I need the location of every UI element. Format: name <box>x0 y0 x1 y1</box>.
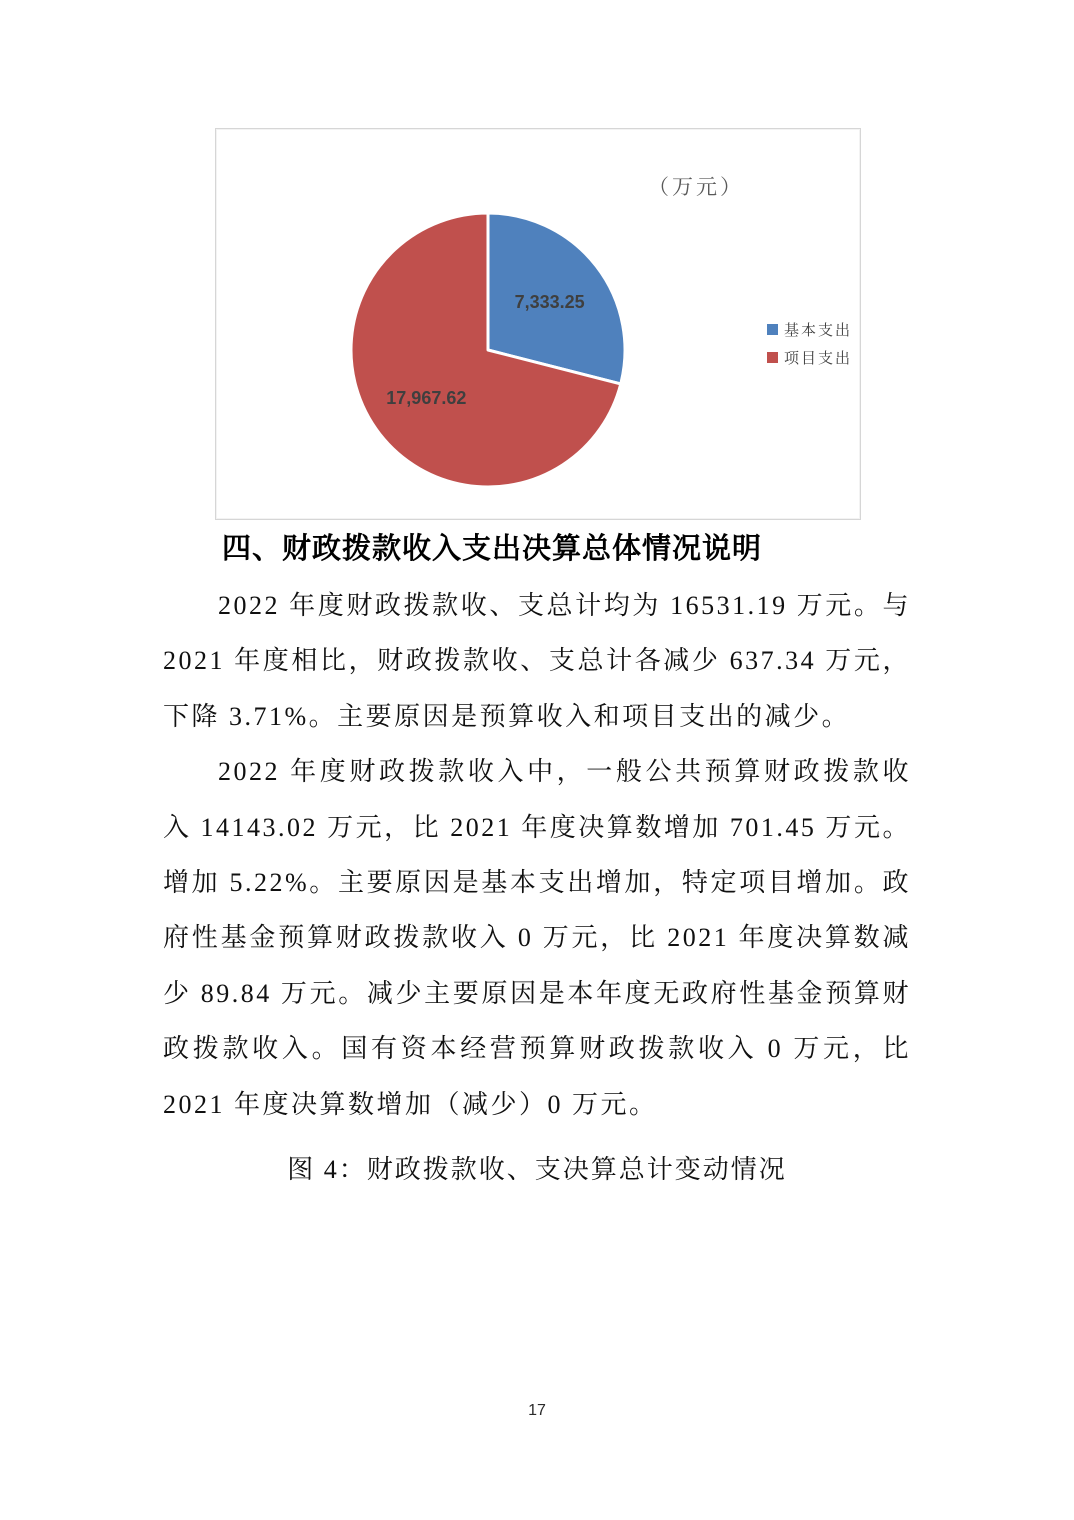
chart-legend <box>767 319 852 368</box>
body-paragraph-2: 2022 年度财政拨款收入中，一般公共预算财政拨款收入 14143.02 万元，比 2021 年度决算数增加 701.45 万元。增加 5.22%。主要原因是基本支出增加，特定项目增加。政府性基金预算财政拨款收入 0 万元，比 2021 年度决算数减少 89.84 万元。减少主要原因是本年度无政府性基金预算财政拨款收入。国有资本经营预算财政拨款收入 0 万元，比 2021 年度决算数增加（减少）0 万元。 <box>163 757 911 1119</box>
pie-chart-panel <box>215 128 861 520</box>
chart-unit-label: （万元） <box>648 175 744 199</box>
legend-item-project <box>767 347 852 368</box>
legend-item-basic <box>767 319 852 340</box>
body-text <box>163 578 911 1132</box>
legend-label: 项目支出 <box>784 351 853 367</box>
page-number: 17 <box>528 1402 546 1419</box>
pie-chart-svg <box>216 129 862 521</box>
legend-label: 基本支出 <box>784 323 853 339</box>
pie-value-label: 17,967.62 <box>386 387 467 408</box>
section-heading: 四、财政拨款收入支出决算总体情况说明 <box>222 533 763 565</box>
legend-swatch-blue-icon <box>767 324 778 335</box>
body-paragraph-1: 2022 年度财政拨款收、支总计均为 16531.19 万元。与 2021 年度相比，财政拨款收、支总计各减少 637.34 万元，下降 3.71%。主要原因是预算收入和项目支出的减少。 <box>163 591 911 731</box>
figure-caption: 图 4：财政拨款收、支决算总计变动情况 <box>287 1155 787 1184</box>
legend-swatch-red-icon <box>767 352 778 363</box>
pie-value-label: 7,333.25 <box>514 292 585 313</box>
